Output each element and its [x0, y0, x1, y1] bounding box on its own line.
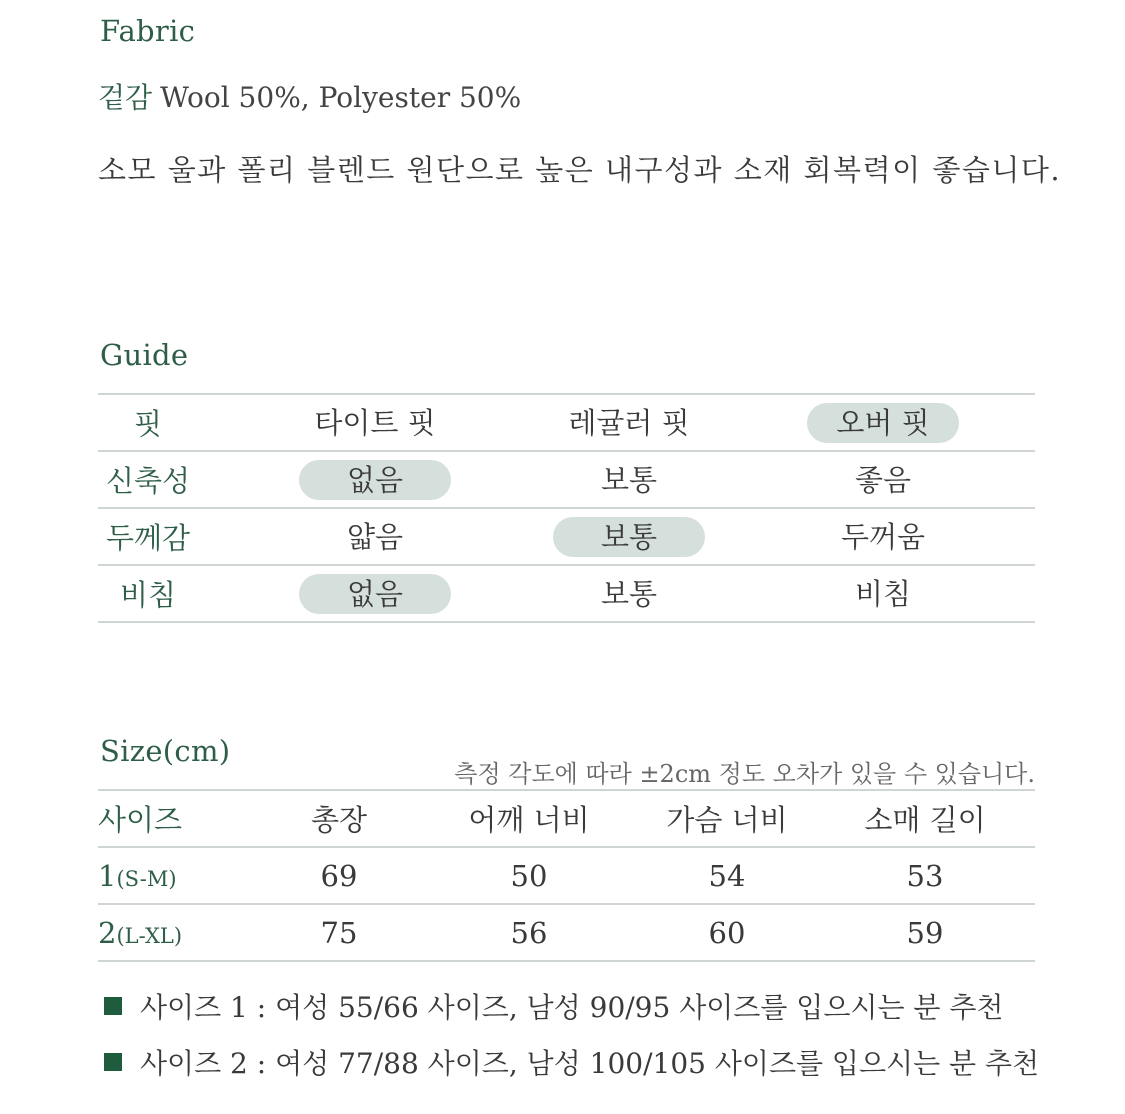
guide-option: 두꺼움 — [840, 519, 926, 554]
size-table-row — [98, 848, 1035, 905]
size-label: 2(L-XL) — [98, 915, 183, 950]
guide-option: 보통 — [600, 576, 658, 611]
size-value: 60 — [708, 915, 746, 950]
fabric-material-value: Wool 50%, Polyester 50% — [160, 81, 522, 114]
fabric-material-label: 겉감 — [98, 81, 153, 114]
size-header-length: 총장 — [310, 803, 368, 837]
guide-option: 좋음 — [854, 462, 912, 497]
fabric-description: 소모 울과 폴리 블렌드 원단으로 높은 내구성과 소재 회복력이 좋습니다. — [98, 153, 1062, 187]
guide-option: 타이트 핏 — [314, 405, 436, 440]
recommendation-text: 사이즈 2 : 여성 77/88 사이즈, 남성 100/105 사이즈를 입으시는 분 추천 — [140, 1047, 1040, 1080]
fabric-material — [98, 76, 521, 116]
size-table-header — [98, 791, 1035, 848]
guide-row-stretch — [98, 452, 1035, 509]
fabric-title: Fabric — [100, 14, 196, 48]
guide-row-label: 신축성 — [105, 464, 191, 498]
guide-option: 비침 — [854, 576, 912, 611]
guide-title: Guide — [100, 338, 189, 372]
guide-table — [98, 393, 1035, 623]
size-value: 50 — [510, 858, 548, 893]
recommendation-size-1 — [104, 986, 1003, 1026]
guide-option-selected: 없음 — [248, 460, 502, 500]
size-header-size: 사이즈 — [98, 803, 183, 837]
size-title: Size(cm) — [100, 734, 231, 768]
recommendation-text: 사이즈 1 : 여성 55/66 사이즈, 남성 90/95 사이즈를 입으시는 분 추천 — [140, 991, 1004, 1024]
size-value: 75 — [320, 915, 358, 950]
guide-row-thickness — [98, 509, 1035, 566]
size-header-shoulder: 어깨 너비 — [468, 803, 590, 837]
guide-option: 레귤러 핏 — [568, 405, 690, 440]
guide-option-selected: 없음 — [248, 574, 502, 614]
size-value: 59 — [906, 915, 944, 950]
guide-option-selected: 오버 핏 — [756, 403, 1010, 443]
size-value: 56 — [510, 915, 548, 950]
size-measurement-note: 측정 각도에 따라 ±2cm 정도 오차가 있을 수 있습니다. — [454, 760, 1035, 788]
size-label: 1(S-M) — [98, 858, 177, 893]
size-value: 54 — [708, 858, 746, 893]
guide-row-label: 핏 — [133, 407, 162, 441]
guide-row-sheerness — [98, 566, 1035, 623]
size-value: 53 — [906, 858, 944, 893]
square-bullet-icon — [104, 997, 122, 1015]
square-bullet-icon — [104, 1053, 122, 1071]
guide-option: 보통 — [600, 462, 658, 497]
recommendation-size-2 — [104, 1042, 1039, 1082]
guide-row-label: 비침 — [119, 578, 177, 612]
guide-option-selected: 보통 — [502, 517, 756, 557]
size-table-row — [98, 905, 1035, 962]
guide-row-label: 두께감 — [105, 521, 191, 555]
size-header-sleeve: 소매 길이 — [864, 803, 986, 837]
guide-row-fit — [98, 395, 1035, 452]
size-table — [98, 789, 1035, 962]
size-header-chest: 가슴 너비 — [666, 803, 788, 837]
size-value: 69 — [320, 858, 358, 893]
guide-option: 얇음 — [346, 519, 404, 554]
